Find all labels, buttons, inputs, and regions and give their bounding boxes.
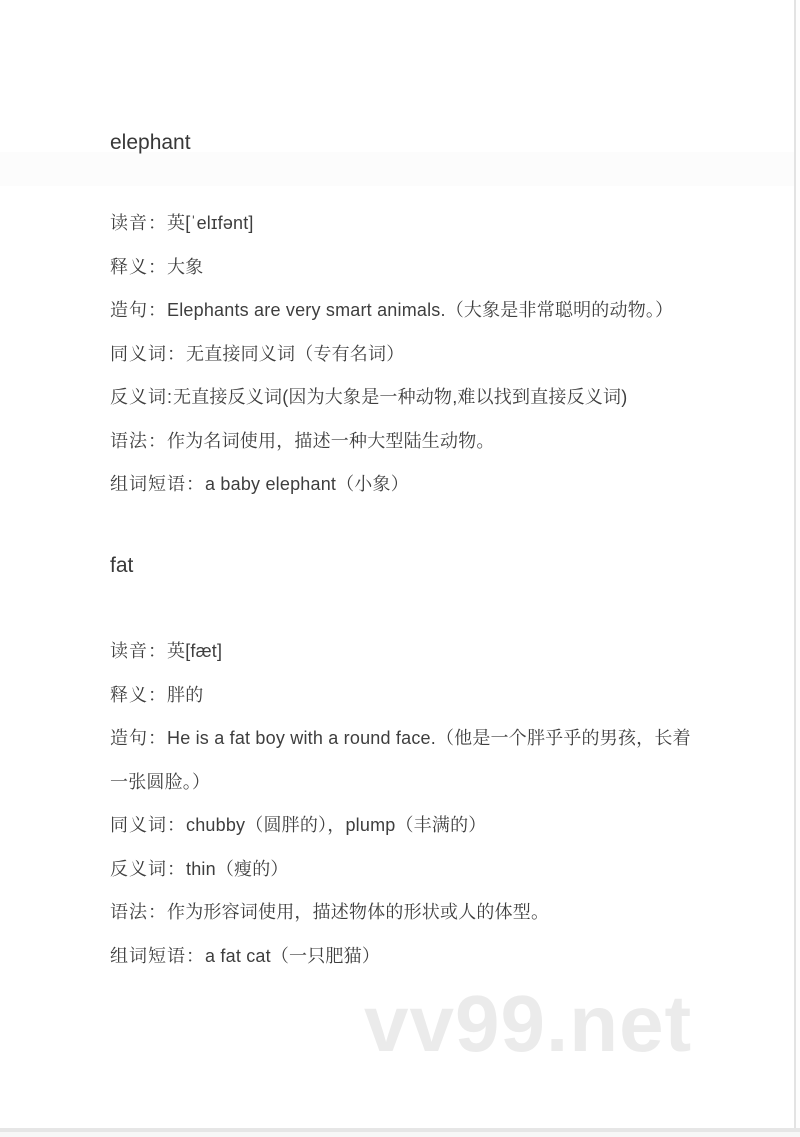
row-label: 反义词: xyxy=(110,387,174,407)
row-example-sentence xyxy=(110,289,702,333)
row-label: 同义词： xyxy=(110,343,186,364)
row-synonyms xyxy=(110,333,702,377)
row-pronunciation xyxy=(110,202,702,246)
headword-elephant: elephant xyxy=(110,131,191,154)
row-text: Elephants are very smart animals.（大象是非常聪明的动物。） xyxy=(167,300,674,320)
row-text: a baby elephant（小象） xyxy=(205,474,409,494)
row-text: He is a fat boy with a round face.（他是一个胖乎乎的男孩，长着一张圆脸。） xyxy=(110,728,691,792)
page-bottom-margin xyxy=(0,1132,800,1137)
row-text: chubby（圆胖的），plump（丰满的） xyxy=(186,815,487,835)
row-label: 造句： xyxy=(110,300,167,320)
row-text: 作为名词使用，描述一种大型陆生动物。 xyxy=(167,430,495,451)
row-example-sentence xyxy=(110,717,702,804)
row-text: 胖的 xyxy=(167,684,204,705)
page-right-margin xyxy=(796,0,800,1137)
row-text: 英[fæt] xyxy=(167,641,223,661)
row-text: thin（瘦的） xyxy=(186,858,289,879)
entry-elephant xyxy=(110,202,702,507)
row-label: 读音： xyxy=(110,641,167,661)
row-text: a fat cat（一只肥猫） xyxy=(205,945,381,966)
row-grammar xyxy=(110,420,702,464)
row-label: 造句： xyxy=(110,728,167,748)
row-pronunciation xyxy=(110,630,702,674)
row-label: 组词短语： xyxy=(110,474,205,494)
row-text: 无直接反义词(因为大象是一种动物,难以找到直接反义词) xyxy=(173,387,628,407)
row-antonyms xyxy=(110,376,702,420)
row-definition xyxy=(110,246,702,290)
row-synonyms xyxy=(110,804,702,848)
row-label: 同义词： xyxy=(110,815,186,835)
entry-fat xyxy=(110,630,702,978)
row-text: 英[ˈelɪfənt] xyxy=(167,213,254,233)
row-label: 读音： xyxy=(110,213,167,233)
headword-fat: fat xyxy=(110,554,134,577)
watermark: vv99.net xyxy=(364,979,693,1068)
row-text: 无直接同义词（专有名词） xyxy=(186,343,405,364)
row-text: 作为形容词使用，描述物体的形状或人的体型。 xyxy=(167,902,550,922)
row-phrase xyxy=(110,463,702,507)
row-definition xyxy=(110,674,702,718)
row-label: 释义： xyxy=(110,684,167,705)
row-label: 组词短语： xyxy=(110,945,205,966)
faded-text-residue xyxy=(0,152,794,186)
row-label: 语法： xyxy=(110,902,167,922)
row-label: 释义： xyxy=(110,256,167,277)
row-grammar xyxy=(110,891,702,935)
row-antonyms xyxy=(110,848,702,892)
row-label: 反义词： xyxy=(110,858,186,879)
row-phrase xyxy=(110,935,702,979)
row-text: 大象 xyxy=(167,256,204,277)
row-label: 语法： xyxy=(110,430,167,451)
